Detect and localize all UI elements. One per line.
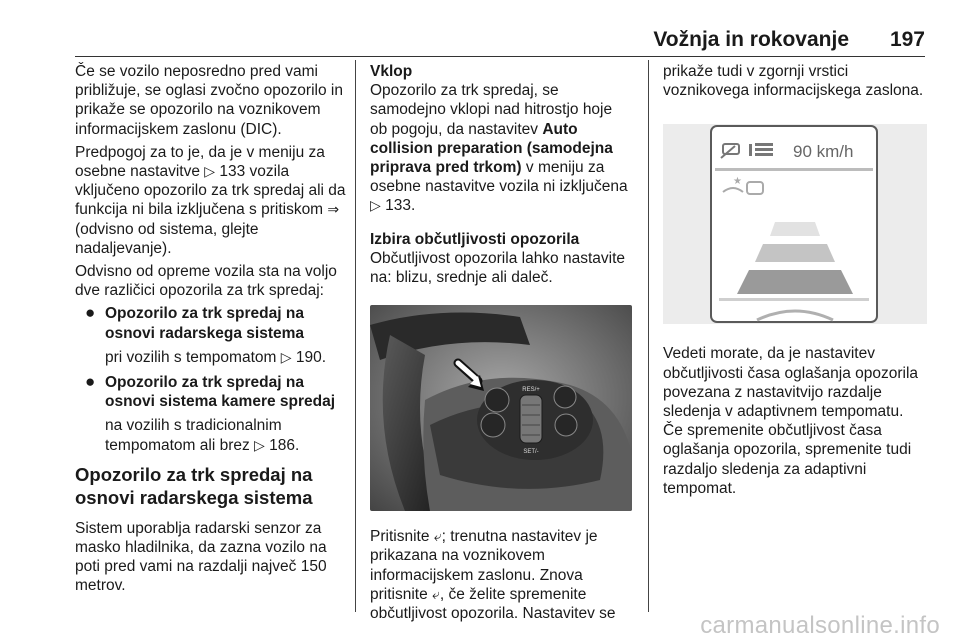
paragraph-intro: Če se vozilo neposredno pred vami približuje, se oglasi zvočno opozorilo in prikaže se opozorilo na voznikovem informacijskem zaslonu (DIC). [75, 63, 343, 138]
paragraph-display: prikaže tudi v zgornji vrstici voznikovega informacijskega zaslona. [663, 63, 924, 100]
bullet-item [75, 373, 347, 411]
text-run: na vozilih s tradicionalnim tempomatom ali brez [105, 417, 282, 454]
subheading-sensitivity: Izbira občutljivosti opozorila [370, 230, 580, 248]
text-run: ; trenutna nastavitev je prikazana na voznikovem informacijskem zaslonu. Znova pritisnite [370, 528, 598, 603]
bullet-desc [75, 416, 347, 454]
section-heading: Opozorilo za trk spredaj na osnovi radarskega sistema [75, 463, 313, 508]
paragraph-activation [370, 81, 632, 215]
page-ref-icon: ▷ [370, 197, 381, 214]
text-run: pri vozilih s tempomatom [105, 348, 281, 366]
paragraph-note: Vedeti morate, da je nastavitev občutljivosti časa oglašanja opozorila povezana z nastavitvijo razdalje sledenja v adaptivnem tempomatu. Če spremenite občutljivost časa oglašanja opozorila, spremenite tudi razdaljo sledenja za adaptivni tempomat. [663, 345, 919, 497]
collision-sensitivity-icon: ⤶ [433, 528, 442, 545]
watermark: carmanualsonline.info [700, 612, 940, 639]
dic-speed: 90 km/h [793, 142, 854, 162]
paragraph-radar: Sistem uporablja radarski senzor za masko hladilnika, da zazna vozilo na poti pred vami na razdalji največ 150 metrov. [75, 519, 327, 595]
svg-text:★: ★ [733, 176, 742, 188]
res-label: RES/+ [522, 387, 540, 394]
bullet-desc [75, 348, 347, 367]
page-ref-icon: ▷ [204, 163, 216, 180]
subheading-activation: Vklop [370, 63, 413, 80]
page-ref[interactable]: 133. [385, 197, 416, 215]
paragraph-precondition [75, 143, 347, 258]
driver-info-display [663, 124, 927, 324]
text-run: Opozorilo za trk spredaj, se samodejno vklopi nad hitrostjo hoje ob pogoju, da nastavitev [370, 82, 613, 138]
text-run: vozila vključeno opozorilo za trk spredaj ali da funkcija ni bila izključena s pritiskom [75, 163, 346, 219]
column-3 [663, 62, 927, 502]
bullet-icon: ● [85, 372, 96, 392]
collision-sensitivity-icon: ⤶ [432, 585, 440, 602]
dic-display-illustration [663, 124, 927, 324]
page-ref[interactable]: 186. [269, 436, 300, 454]
header-rule [75, 56, 925, 57]
column-1 [75, 62, 347, 600]
column-divider-2 [648, 60, 649, 612]
paragraph-press [370, 527, 632, 623]
page-header [75, 28, 925, 54]
paragraph-sensitivity: Občutljivost opozorila lahko nastavite na: blizu, srednje ali daleč. [370, 249, 626, 287]
text-run: Pritisnite [370, 528, 434, 546]
bullet-item [75, 304, 347, 342]
page-ref[interactable]: 190. [295, 348, 326, 366]
menu-setting-name: Auto collision preparation (samodejna priprava pred trkom) [370, 120, 613, 177]
text-run: (odvisno od sistema, glejte nadaljevanje). [75, 220, 259, 257]
page-ref-icon: ▷ [280, 348, 292, 365]
page-ref-icon: ▷ [254, 436, 265, 453]
column-divider-1 [355, 60, 356, 612]
bullet-title: Opozorilo za trk spredaj na osnovi sistema kamere spredaj [105, 374, 336, 411]
section-title: Vožnja in rokovanje [653, 28, 849, 51]
steering-wheel-photo [370, 305, 632, 511]
warning-sensitivity-icon: ⇒ [327, 201, 340, 218]
text-run: , če želite spremenite občutljivost opozorila. Nastavitev se [370, 585, 616, 623]
bullet-icon: ● [85, 303, 96, 323]
steering-wheel-illustration [370, 305, 632, 511]
page-number: 197 [889, 28, 925, 51]
text-run: Predpogoj za to je, da je v meniju za osebne nastavitve [75, 143, 325, 181]
set-label: SET/- [523, 449, 539, 456]
paragraph-variants: Odvisno od opreme vozila sta na voljo dve različici opozorila za trk spredaj: [75, 263, 337, 300]
bullet-title: Opozorilo za trk spredaj na osnovi radarskega sistema [105, 305, 305, 342]
column-2 [370, 62, 632, 627]
text-run: v meniju za osebne nastavitve vozila ni izključena [370, 159, 628, 196]
page-ref[interactable]: 133 [219, 163, 246, 181]
